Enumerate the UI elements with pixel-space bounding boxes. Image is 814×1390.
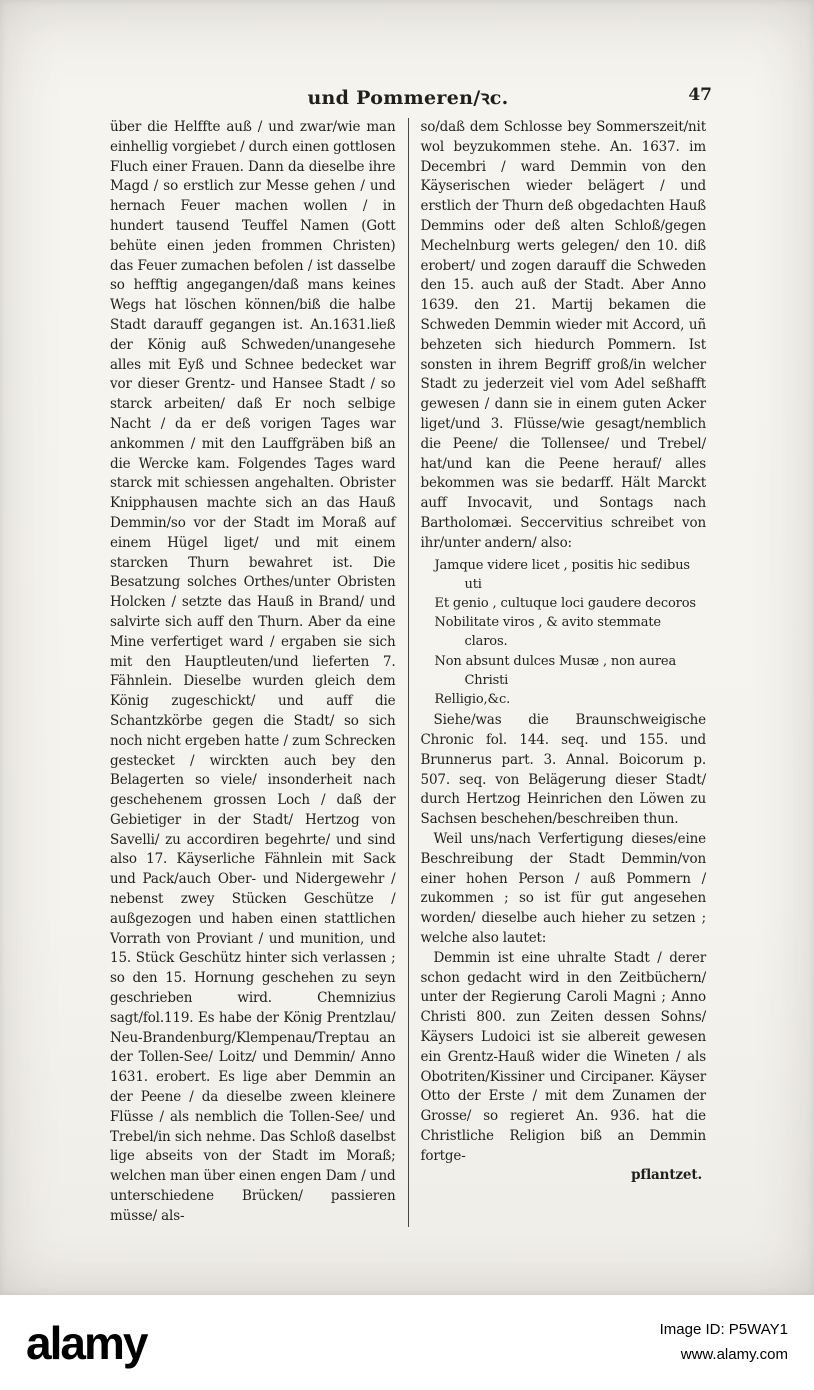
body-paragraph: über die Helffte auß / und zwar/wie man einhellig vorgiebet / durch einen gottlosen Fluch einer Frauen. Dann da dieselbe ihre Magd / so erstlich zur Messe gehen / und hernach Feuer machen wollen / in hundert tausend Teuffel Namen (Gott behüte einen jeden frommen Christen) das Feuer zumachen befolen / ist dasselbe so hefftig angegangen/daß mans keines Wegs hat löschen können/biß die halbe Stadt darauff gegangen ist. An.1631.ließ der König auß Schweden/unangesehe alles mit Eyß und Schnee bedecket war vor dieser Grentz- und Hansee Stadt / so starck arbeiten/ daß Er noch selbige Nacht / da er deß vorigen Tages war ankommen / mit den Lauffgräben biß an die Wercke kam. Folgendes Tages ward starck mit schiessen angehalten. Obrister Knipphausen machte sich an das Hauß Demmin/so vor der Stadt im Moraß auf einem Hügel liget/ und mit einem starcken Thurn bewahret ist. Die Besatzung solches Orthes/unter Obristen Holcken / setzte das Hauß in Brand/ und salvirte sich auff den Thurn. Aber da eine Mine verfertiget ward / ergaben sie sich mit den Hauptleuten/und lieferten 7. Fähnlein. Dieselbe wurden gleich dem König zugeschickt/ und auff die Schantzkörbe gegen die Stadt/ so sich noch nicht ergeben hatte / zum Schrecken gestecket / wirckten auch bey den Belagerten so viele/ insonderheit nach geschehenem grossen Loch / daß der Gebietiger in der Stadt/ Hertzog von Savelli/ zu accordiren begehrte/ und sind also 17. Käyserliche Fähnlein mit Sack und Pack/auch Ober- und Nidergewehr / nebenst zwey Stücken Geschütze / außgezogen und haben einen stattlichen Vorrath von Proviant / und munition, und 15. Stück Geschütz hinter sich verlassen ; so den 15. Hornung geschehen zu seyn geschrieben wird. Chemnizius sagt/fol.119. Es habe der König Prentzlau/ Neu-Brandenburg/Klempenau/Treptau an der Tollen-See/ Loitz/ und Demmin/ Anno 1631. erobert. Es lige aber Demmin an der Peene / da dieselbe zween kleinere Flüsse / als nemblich die Tollen-See/ und Trebel/in sich nehme. Das Schloß daselbst lige abseits von der Stadt im Moraß; welchen man über einen engen Dam / und unterschiedene Brücken/ passieren müsse/ als- [110,119,396,1224]
verse-line: Relligio,&c. [434,691,511,707]
verse-line: Jamque videre licet , positis hic sedibus uti [434,557,690,592]
body-paragraph: Weil uns/nach Verfertigung dieses/eine Beschreibung der Stadt Demmin/von einer hohen Person / auß Pommern / zukommen ; so ist für gut angesehen worden/ dieselbe auch hieher zu setzen ; welche also lautet: [420,830,706,946]
text-block [110,84,712,1227]
verse-line: Et genio , cultuque loci gaudere decoros [434,595,696,611]
watermark-bar [0,1295,814,1390]
running-title: und Pommeren/ꝛc. [307,87,509,109]
left-column [110,118,408,1227]
body-paragraph: Siehe/was die Braunschweigische Chronic fol. 144. seq. und 155. und Brunnerus part. 3. Annal. Boicorum p. 507. seq. von Belägerung dieser Stadt/ durch Hertzog Heinrichen den Löwen zu Sachsen beschehen/beschreiben thun. [420,712,706,828]
verse-line: Non absunt dulces Musæ , non aurea Christi [434,653,677,688]
two-column-text [110,118,706,1227]
watermark-info [660,1318,788,1368]
page-number: 47 [688,85,712,105]
right-column [408,118,707,1227]
alamy-logo: alamy [26,1316,147,1369]
page-header [110,84,712,112]
catchword: pflantzet. [631,1167,702,1184]
body-paragraph: so/daß dem Schlosse bey Sommerszeit/nit wol beyzukommen stehe. An. 1637. im Decembri / ward Demmin von den Käyserischen wieder belägert / und erstlich der Thurn deß obgedachten Hauß Demmins oder deß alten Schloß/gegen Mechelnburg werts gelegen/ den 10. diß erobert/ und zogen darauff die Schweden den 15. auch auß der Stadt. Aber Anno 1639. den 21. Martij bekamen die Schweden Demmin wieder mit Accord, uñ behzeten sich hiedurch Pommern. Ist sonsten in ihrem Begriff groß/in welcher Stadt zu jederzeit viel vom Adel seßhafft gewesen / dann sie in einem guten Acker liget/und 3. Flüsse/wie gesagt/nemblich die Peene/ die Tollensee/ und Trebel/ hat/und kan die Peene herauf/ alles bekommen was sie bedarff. Hält Marckt auff Invocavit, und Sontags nach Bartholomæi. Seccervitius schreibet von ihr/unter andern/ also: [420,119,706,551]
latin-verse [421,556,707,710]
alamy-url: www.alamy.com [680,1345,788,1363]
body-paragraph: Demmin ist eine uhralte Stadt / derer schon gedacht wird in den Zeitbüchern/ unter der Regierung Caroli Magni ; Anno Christi 800. zun Zeiten dessen Sohns/ Käysers Ludoici ist sie albereit gewesen ein Grentz-Hauß wider die Wineten / als Obotriten/Kissiner und Circipaner. Käyser Otto der Erste / mit dem Zunamen der Grosse/ so regieret An. 936. hat die Christliche Religion biß an Demmin fortge- [420,949,706,1164]
verse-line: Nobilitate viros , & avito stemmate claros. [434,615,661,650]
image-id: Image ID: P5WAY1 [659,1320,788,1338]
